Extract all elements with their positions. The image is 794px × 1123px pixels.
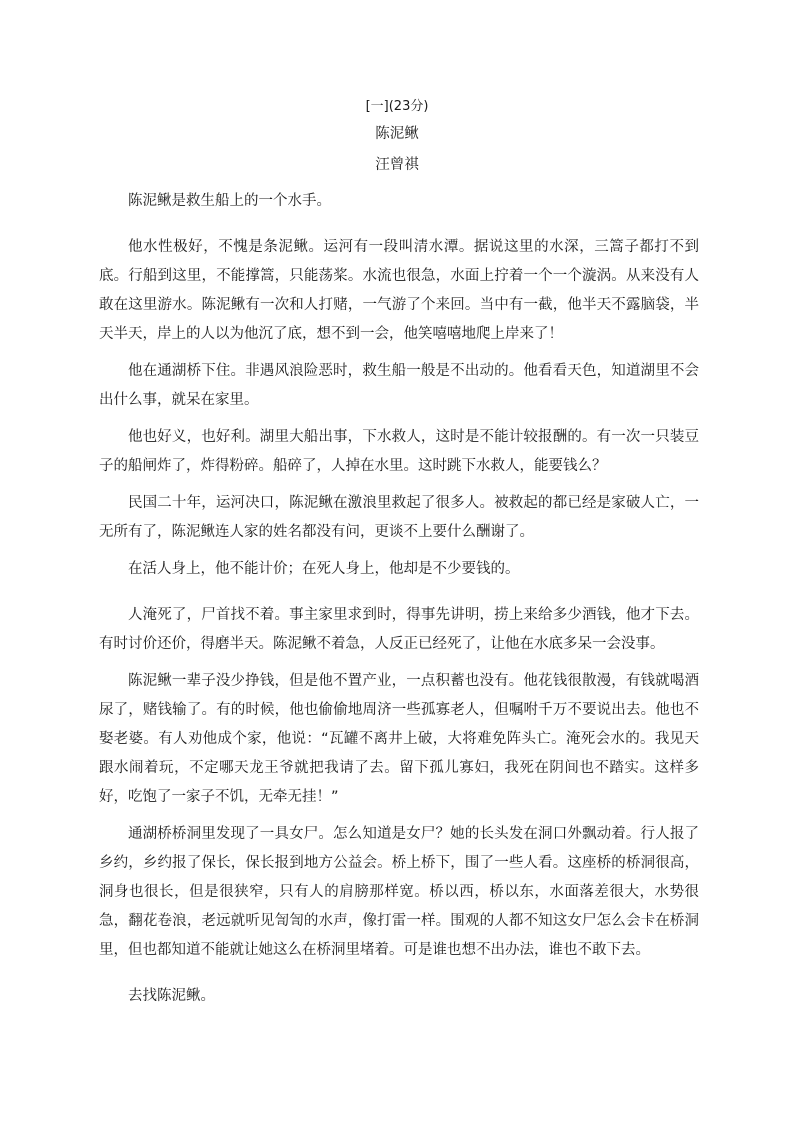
document-header	[0, 96, 794, 182]
paragraph: 民国二十年，运河决口，陈泥鳅在激浪里救起了很多人。被救起的都已经是家破人亡，一无所有了，陈泥鳅连人家的姓名都没有问，更谈不上要什么酬谢了。	[99, 495, 699, 540]
paragraph: 他也好义，也好利。湖里大船出事，下水救人，这时是不能计较报酬的。有一次一只装豆子的船闸炸了，炸得粉碎。船碎了，人掉在水里。这时跳下水救人，能要钱么？	[99, 429, 699, 474]
essay-title: 陈泥鳅	[375, 126, 419, 142]
paragraph: 他在通湖桥下住。非遇风浪险恶时，救生船一般是不出动的。他看看天色，知道湖里不会出什么事，就呆在家里。	[99, 363, 699, 408]
essay-author: 汪曾祺	[375, 157, 419, 173]
paragraph: 在活人身上，他不能计价；在死人身上，他却是不少要钱的。	[128, 561, 520, 577]
paragraph: 去找陈泥鳅。	[128, 988, 215, 1004]
paragraph: 他水性极好，不愧是条泥鳅。运河有一段叫清水潭。据说这里的水深，三篙子都打不到底。行船到这里，不能撑篙，只能荡桨。水流也很急，水面上拧着一个一个漩涡。从来没有人敢在这里游水。陈泥鳅有一次和人打赌，一气游了个来回。当中有一截，他半天不露脑袋，半天半天，岸上的人以为他沉了底，想不到一会，他笑嘻嘻地爬上岸来了！	[99, 239, 699, 342]
paragraph: 陈泥鳅一辈子没少挣钱，但是他不置产业，一点积蓄也没有。他花钱很散漫，有钱就喝酒尿了，赌钱输了。有的时候，他也偷偷地周济一些孤寡老人，但嘱咐千万不要说出去。他也不娶老婆。有人劝他成个家，他说：“瓦罐不离井上破，大将难免阵头亡。淹死会水的。我见天跟水闹着玩，不定哪天龙王爷就把我请了去。留下孤儿寡妇，我死在阴间也不踏实。这样多好，吃饱了一家子不饥，无牵无挂！”	[99, 673, 699, 805]
section-label: [一](23分)	[365, 99, 429, 114]
paragraph: 人淹死了，尸首找不着。事主家里求到时，得事先讲明，捞上来给多少酒钱，他才下去。有时讨价还价，得磨半天。陈泥鳅不着急，人反正已经死了，让他在水底多呆一会没事。	[99, 607, 699, 652]
paragraph: 通湖桥桥洞里发现了一具女尸。怎么知道是女尸？她的长头发在洞口外飘动着。行人报了乡约，乡约报了保长，保长报到地方公益会。桥上桥下，围了一些人看。这座桥的桥洞很高，洞身也很长，但是很狭窄，只有人的肩膀那样宽。桥以西，桥以东，水面落差很大，水势很急，翻花卷浪，老远就听见訇訇的水声，像打雷一样。围观的人都不知这女尸怎么会卡在桥洞里，但也都知道不能就让她这么在桥洞里堵着。可是谁也想不出办法，谁也不敢下去。	[99, 826, 699, 958]
paragraph: 陈泥鳅是救生船上的一个水手。	[128, 193, 331, 209]
essay-body	[99, 187, 699, 1011]
